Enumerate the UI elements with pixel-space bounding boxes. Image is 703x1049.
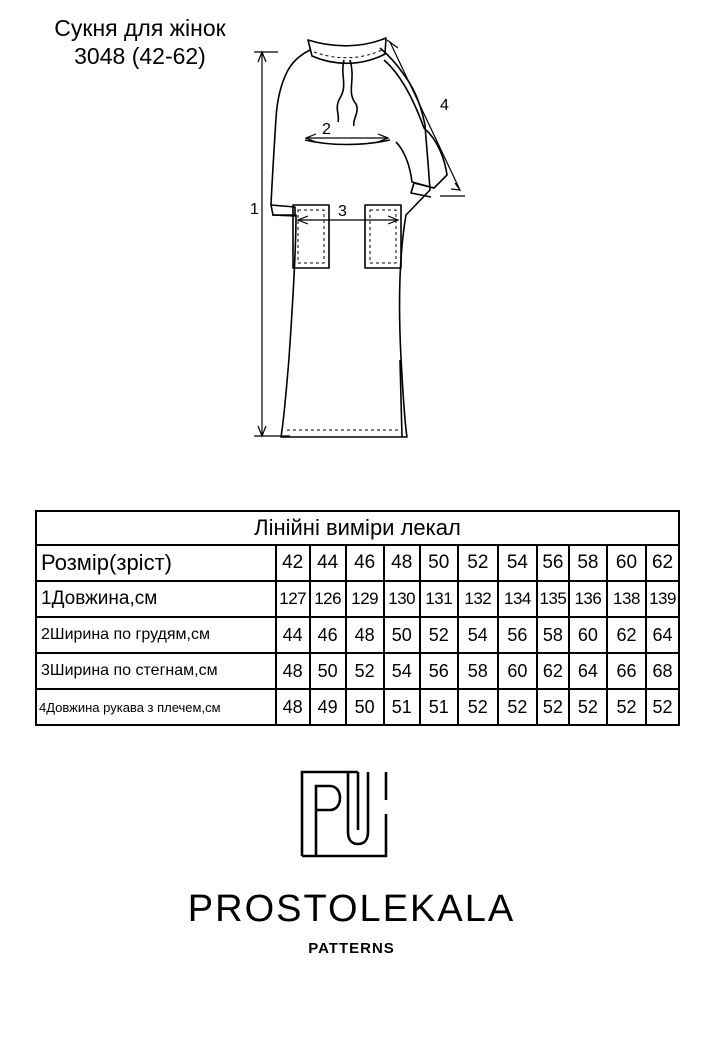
value-cell: 52 — [569, 689, 607, 725]
value-cell: 62 — [537, 653, 569, 689]
dress-technical-sketch — [0, 0, 703, 480]
value-cell: 48 — [346, 617, 384, 653]
value-cell: 136 — [569, 581, 607, 617]
drawstring-right — [350, 60, 357, 126]
size-cell: 62 — [646, 545, 679, 581]
row-label: 4Довжина рукава з плечем,см — [36, 689, 276, 725]
size-cell: 60 — [607, 545, 646, 581]
title-line-2: 3048 (42-62) — [74, 43, 206, 69]
value-cell: 54 — [458, 617, 498, 653]
value-cell: 56 — [498, 617, 537, 653]
value-cell: 56 — [420, 653, 458, 689]
value-cell: 132 — [458, 581, 498, 617]
value-cell: 50 — [346, 689, 384, 725]
measure-label-3: 3 — [338, 203, 347, 220]
table-caption: Лінійні виміри лекал — [36, 511, 679, 545]
size-cell: 56 — [537, 545, 569, 581]
value-cell: 46 — [310, 617, 346, 653]
value-cell: 58 — [458, 653, 498, 689]
value-cell: 131 — [420, 581, 458, 617]
sleeve-right — [384, 60, 447, 188]
size-cell: 54 — [498, 545, 537, 581]
value-cell: 130 — [384, 581, 420, 617]
drawstring-left — [337, 60, 344, 122]
collar — [308, 38, 386, 63]
value-cell: 51 — [420, 689, 458, 725]
value-cell: 52 — [498, 689, 537, 725]
value-cell: 64 — [646, 617, 679, 653]
size-cell: 42 — [276, 545, 310, 581]
waist-seam — [305, 140, 390, 145]
value-cell: 50 — [384, 617, 420, 653]
value-cell: 68 — [646, 653, 679, 689]
value-cell: 66 — [607, 653, 646, 689]
value-cell: 139 — [646, 581, 679, 617]
size-cell: 58 — [569, 545, 607, 581]
size-cell: 46 — [346, 545, 384, 581]
value-cell: 51 — [384, 689, 420, 725]
table-row — [36, 689, 679, 725]
title-line-1: Сукня для жінок — [54, 15, 226, 41]
brand-name: PROSTOLEKALA — [187, 888, 516, 930]
value-cell: 138 — [607, 581, 646, 617]
table-row — [36, 617, 679, 653]
measure-label-1: 1 — [250, 201, 259, 218]
value-cell: 58 — [537, 617, 569, 653]
value-cell: 64 — [569, 653, 607, 689]
value-cell: 52 — [420, 617, 458, 653]
measure-label-2: 2 — [322, 121, 331, 138]
dress-outline — [271, 48, 430, 437]
value-cell: 52 — [458, 689, 498, 725]
value-cell: 48 — [276, 689, 310, 725]
size-cell: 50 — [420, 545, 458, 581]
row-label: 3Ширина по стегнам,см — [36, 653, 276, 689]
value-cell: 134 — [498, 581, 537, 617]
value-cell: 129 — [346, 581, 384, 617]
value-cell: 52 — [646, 689, 679, 725]
measure-line-4 — [390, 42, 460, 190]
table-row — [36, 653, 679, 689]
value-cell: 54 — [384, 653, 420, 689]
table-row — [36, 581, 679, 617]
measurements-table — [35, 510, 680, 726]
value-cell: 50 — [310, 653, 346, 689]
size-cell: 44 — [310, 545, 346, 581]
row-label: 2Ширина по грудям,см — [36, 617, 276, 653]
brand-subtitle: PATTERNS — [308, 940, 395, 957]
size-header-label: Розмір(зріст) — [36, 545, 276, 581]
measure-label-4: 4 — [440, 97, 449, 114]
value-cell: 49 — [310, 689, 346, 725]
value-cell: 60 — [498, 653, 537, 689]
value-cell: 60 — [569, 617, 607, 653]
size-cell: 48 — [384, 545, 420, 581]
size-cell: 52 — [458, 545, 498, 581]
value-cell: 52 — [607, 689, 646, 725]
value-cell: 52 — [346, 653, 384, 689]
value-cell: 126 — [310, 581, 346, 617]
value-cell: 62 — [607, 617, 646, 653]
row-label: 1Довжина,см — [36, 581, 276, 617]
value-cell: 52 — [537, 689, 569, 725]
value-cell: 135 — [537, 581, 569, 617]
value-cell: 48 — [276, 653, 310, 689]
brand-logo-icon — [300, 770, 388, 858]
value-cell: 127 — [276, 581, 310, 617]
value-cell: 44 — [276, 617, 310, 653]
size-header-row — [36, 545, 679, 581]
